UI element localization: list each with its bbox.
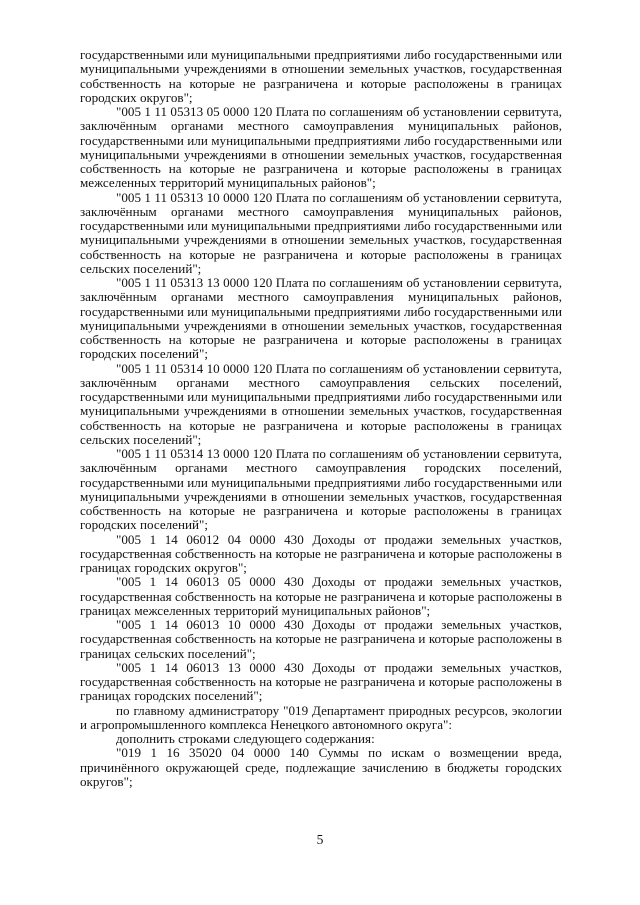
paragraph-code-005-1-11-05313-10: "005 1 11 05313 10 0000 120 Плата по соглашениям об установлении сервитута, заключённым органами местного самоуправления муниципальных районов, государственными или муниципальными предприятиями либо государственными или муниципальными учреждениями в отношении земельных участков, государственная собственность на которые не разграничена и которые расположены в границах сельских поселений"; (80, 189, 562, 276)
paragraph-code-019-1-16-35020-04: "019 1 16 35020 04 0000 140 Суммы по искам о возмещении вреда, причинённого окружающей среде, подлежащие зачислению в бюджеты городских округов"; (80, 745, 562, 789)
paragraph-code-005-1-11-05313-13: "005 1 11 05313 13 0000 120 Плата по соглашениям об установлении сервитута, заключённым органами местного самоуправления муниципальных районов, государственными или муниципальными предприятиями либо государственными или муниципальными учреждениями в отношении земельных участков, государственная собственность на которые не разграничена и которые расположены в границах городских поселений"; (80, 275, 562, 362)
paragraph-code-005-1-14-06013-13: "005 1 14 06013 13 0000 430 Доходы от продажи земельных участков, государственная собственность на которые не разграничена и которые расположены в границах городских поселений"; (80, 659, 562, 704)
paragraph-continuation: государственными или муниципальными предприятиями либо государственными или муниципальными учреждениями в отношении земельных участков, государственная собственность на которые не разграничена и которые расположены в границах городских округов"; (80, 47, 562, 105)
document-body (80, 48, 562, 789)
paragraph-add-lines: дополнить строками следующего содержания: (116, 731, 375, 746)
paragraph-code-005-1-14-06013-10: "005 1 14 06013 10 0000 430 Доходы от продажи земельных участков, государственная собственность на которые не разграничена и которые расположены в границах сельских поселений"; (80, 617, 562, 661)
paragraph-administrator-019: по главному администратору "019 Департамент природных ресурсов, экологии и агропромышленного комплекса Ненецкого автономного округа": (80, 702, 562, 732)
paragraph-code-005-1-14-06013-05: "005 1 14 06013 05 0000 430 Доходы от продажи земельных участков, государственная собственность на которые не разграничена и которые расположены в границах межселенных территорий муниципальных районов"; (80, 574, 562, 618)
paragraph-code-005-1-14-06012-04: "005 1 14 06012 04 0000 430 Доходы от продажи земельных участков, государственная собственность на которые не разграничена и которые расположены в границах городских округов"; (80, 531, 562, 575)
paragraph-code-005-1-11-05314-10: "005 1 11 05314 10 0000 120 Плата по соглашениям об установлении сервитута, заключённым органами местного самоуправления сельских поселений, государственными или муниципальными предприятиями либо государственными или муниципальными учреждениями в отношении земельных участков, государственная собственность на которые не разграничена и которые расположены в границах сельских поселений"; (80, 360, 562, 447)
page-number: 5 (316, 832, 324, 847)
paragraph-code-005-1-11-05314-13: "005 1 11 05314 13 0000 120 Плата по соглашениям об установлении сервитута, заключённым органами местного самоуправления городских поселений, государственными или муниципальными предприятиями либо государственными или муниципальными учреждениями в отношении земельных участков, государственная собственность на которые не разграничена и которые расположены в границах городских поселений"; (80, 446, 562, 533)
paragraph-code-005-1-11-05313-05: "005 1 11 05313 05 0000 120 Плата по соглашениям об установлении сервитута, заключённым органами местного самоуправления муниципальных районов, государственными или муниципальными предприятиями либо государственными или муниципальными учреждениями в отношении земельных участков, государственная собственность на которые не разграничена и которые расположены в границах межселенных территорий муниципальных районов"; (80, 104, 562, 191)
